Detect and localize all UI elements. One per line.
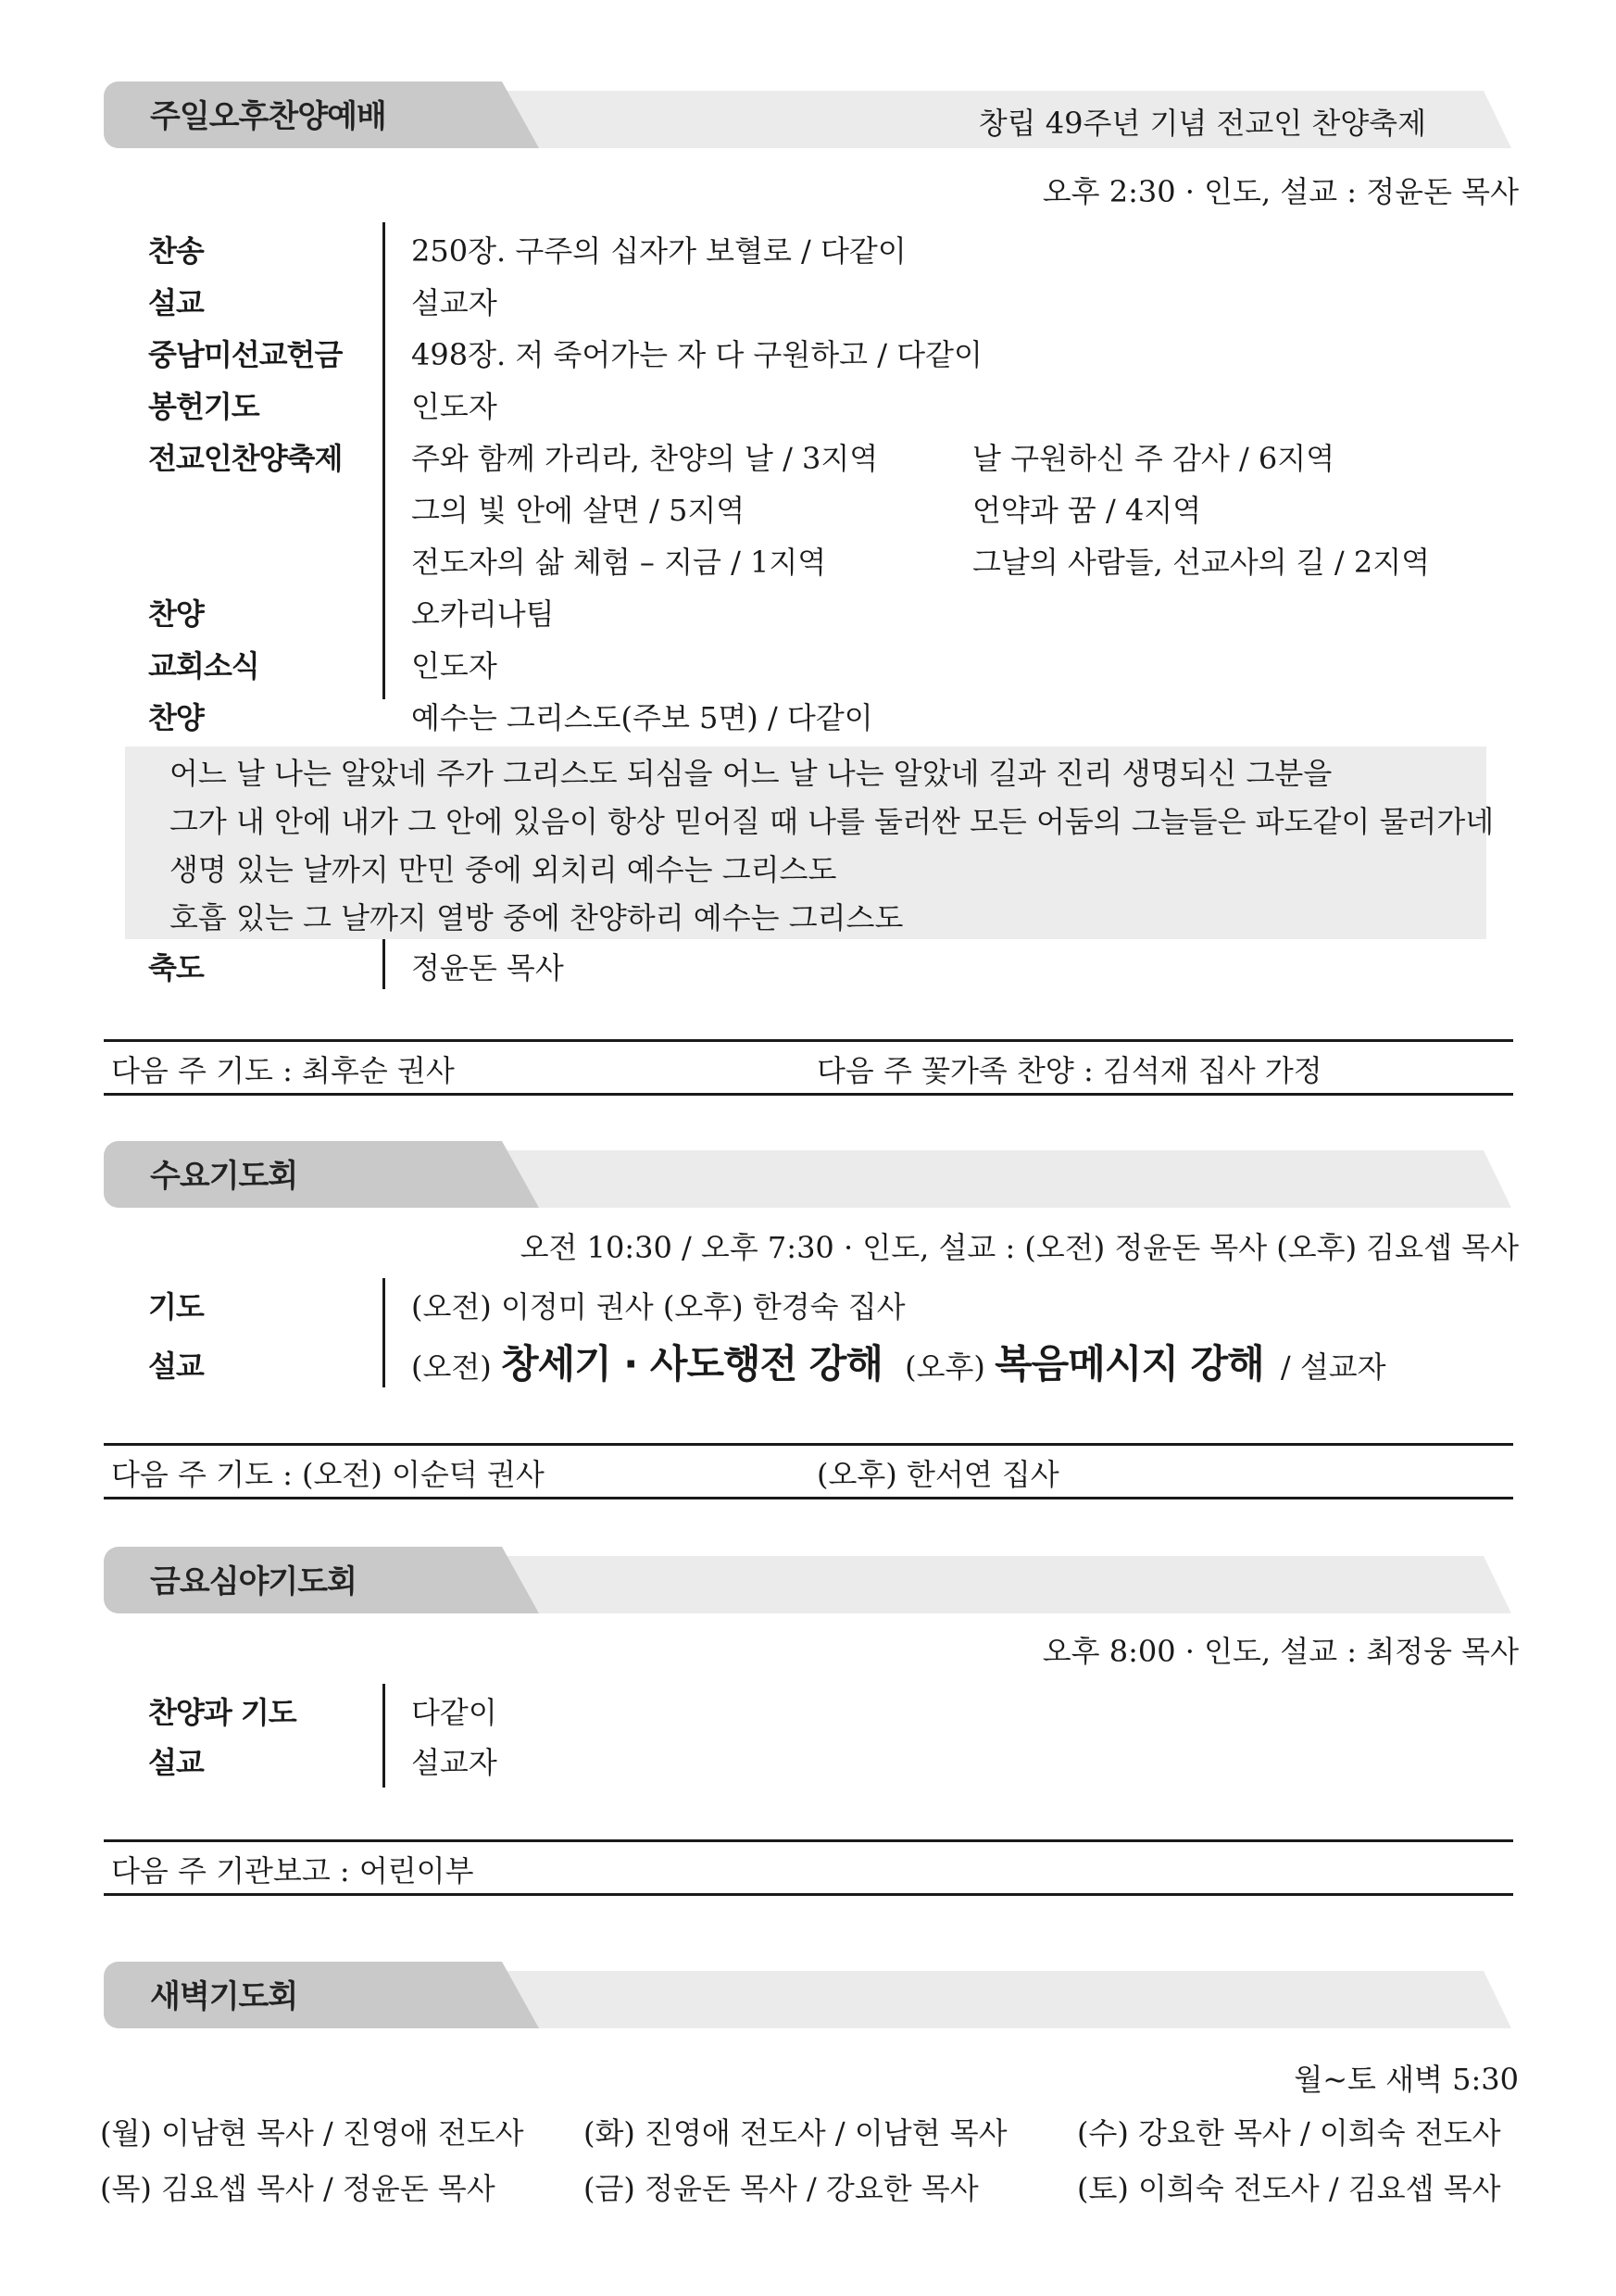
next-week-flower: 다음 주 꽃가족 찬양 : 김석재 집사 가정	[817, 1053, 1322, 1088]
dawn-schedule-item: (금) 정윤돈 목사 / 강요한 목사	[583, 2171, 979, 2206]
order-label: 설교	[148, 1349, 204, 1384]
section-subtitle: 창립 49주년 기념 전교인 찬양축제	[978, 106, 1426, 141]
order-value: 인도자	[411, 648, 497, 684]
section-header-dawn	[104, 1962, 1511, 2034]
order-label: 찬양	[148, 700, 204, 735]
order-value: 예수는 그리스도(주보 5면) / 다같이	[411, 700, 873, 735]
order-value: 주와 함께 가리라, 찬양의 날 / 3지역	[411, 441, 879, 476]
service-info: 오후 2:30 · 인도, 설교 : 정윤돈 목사	[1042, 174, 1519, 209]
order-value: (오전) 이정미 권사 (오후) 한경숙 집사	[411, 1289, 906, 1324]
dawn-schedule-item: (토) 이희숙 전도사 / 김요셉 목사	[1077, 2171, 1501, 2206]
next-week-box	[104, 1443, 1513, 1499]
sermon-am-tag: (오전)	[411, 1349, 492, 1385]
order-value: 전도자의 삶 체험 – 지금 / 1지역	[411, 545, 827, 580]
section-title: 새벽기도회	[150, 1978, 298, 2015]
section-header-friday	[104, 1547, 1511, 1619]
service-info: 오후 8:00 · 인도, 설교 : 최정웅 목사	[1042, 1634, 1519, 1669]
order-label: 찬양과 기도	[148, 1695, 296, 1730]
order-label: 중남미선교헌금	[148, 337, 343, 372]
order-value-secondary: 그날의 사람들, 선교사의 길 / 2지역	[972, 545, 1431, 580]
divider-bar	[382, 1278, 385, 1387]
next-week-box	[104, 1839, 1513, 1896]
divider-bar	[382, 1684, 385, 1788]
order-value-secondary: 언약과 꿈 / 4지역	[972, 493, 1202, 528]
next-week-report: 다음 주 기관보고 : 어린이부	[111, 1853, 474, 1888]
dawn-schedule-item: (수) 강요한 목사 / 이희숙 전도사	[1077, 2115, 1501, 2151]
next-week-prayer: 다음 주 기도 : 최후순 권사	[111, 1053, 455, 1088]
dawn-schedule-item: (화) 진영애 전도사 / 이남현 목사	[583, 2115, 1008, 2151]
section-header-sunday	[104, 82, 1511, 154]
order-value: 250장. 구주의 십자가 보혈로 / 다같이	[411, 233, 907, 269]
sermon-suffix: / 설교자	[1280, 1349, 1386, 1385]
order-value: 정윤돈 목사	[411, 950, 564, 985]
sermon-am-title: 창세기 · 사도행전 강해	[500, 1341, 883, 1386]
section-title: 금요심야기도회	[150, 1563, 357, 1600]
order-value: 설교자	[411, 285, 497, 320]
order-value: 오카리나팀	[411, 596, 555, 632]
service-info: 오전 10:30 / 오후 7:30 · 인도, 설교 : (오전) 정윤돈 목사 (오후) 김요셉 목사	[520, 1230, 1519, 1265]
lyrics-line: 생명 있는 날까지 만민 중에 외치리 예수는 그리스도	[169, 852, 837, 887]
next-week-prayer-pm: (오후) 한서연 집사	[817, 1457, 1059, 1492]
section-header-wednesday	[104, 1141, 1511, 1213]
order-value: 그의 빛 안에 살면 / 5지역	[411, 493, 745, 528]
dawn-schedule-item: (월) 이남현 목사 / 진영애 전도사	[100, 2115, 524, 2151]
next-week-box	[104, 1039, 1513, 1096]
lyrics-line: 어느 날 나는 알았네 주가 그리스도 되심을 어느 날 나는 알았네 길과 진리 생명되신 그분을	[169, 756, 1333, 791]
sermon-pm-title: 복음메시지 강해	[995, 1341, 1264, 1386]
lyrics-line: 그가 내 안에 내가 그 안에 있음이 항상 믿어질 때 나를 둘러싼 모든 어둠의 그늘들은 파도같이 물러가네	[169, 804, 1495, 839]
order-value: 다같이	[411, 1695, 497, 1730]
order-value: 설교자	[411, 1745, 497, 1780]
order-label: 교회소식	[148, 648, 259, 684]
order-label: 축도	[148, 950, 204, 985]
section-title: 수요기도회	[150, 1158, 298, 1195]
order-value: 인도자	[411, 389, 497, 424]
divider-bar	[382, 222, 385, 699]
order-label: 찬양	[148, 596, 204, 632]
order-value: 498장. 저 죽어가는 자 다 구원하고 / 다같이	[411, 337, 983, 372]
order-value-secondary: 날 구원하신 주 감사 / 6지역	[972, 441, 1335, 476]
section-title: 주일오후찬양예배	[150, 98, 386, 135]
order-label: 찬송	[148, 233, 204, 269]
lyrics-box	[125, 747, 1495, 939]
order-label: 설교	[148, 285, 204, 320]
order-label: 봉헌기도	[148, 389, 259, 424]
order-label: 기도	[148, 1289, 204, 1324]
order-label: 전교인찬양축제	[148, 441, 343, 476]
divider-bar	[382, 939, 385, 989]
service-info: 월~토 새벽 5:30	[1294, 2062, 1519, 2097]
sermon-pm-tag: (오후)	[905, 1349, 985, 1385]
sermon-value	[411, 1334, 1386, 1389]
dawn-schedule-item: (목) 김요셉 목사 / 정윤돈 목사	[100, 2171, 495, 2206]
lyrics-line: 호흡 있는 그 날까지 열방 중에 찬양하리 예수는 그리스도	[169, 900, 904, 935]
next-week-prayer: 다음 주 기도 : (오전) 이순덕 권사	[111, 1457, 545, 1492]
order-label: 설교	[148, 1745, 204, 1780]
